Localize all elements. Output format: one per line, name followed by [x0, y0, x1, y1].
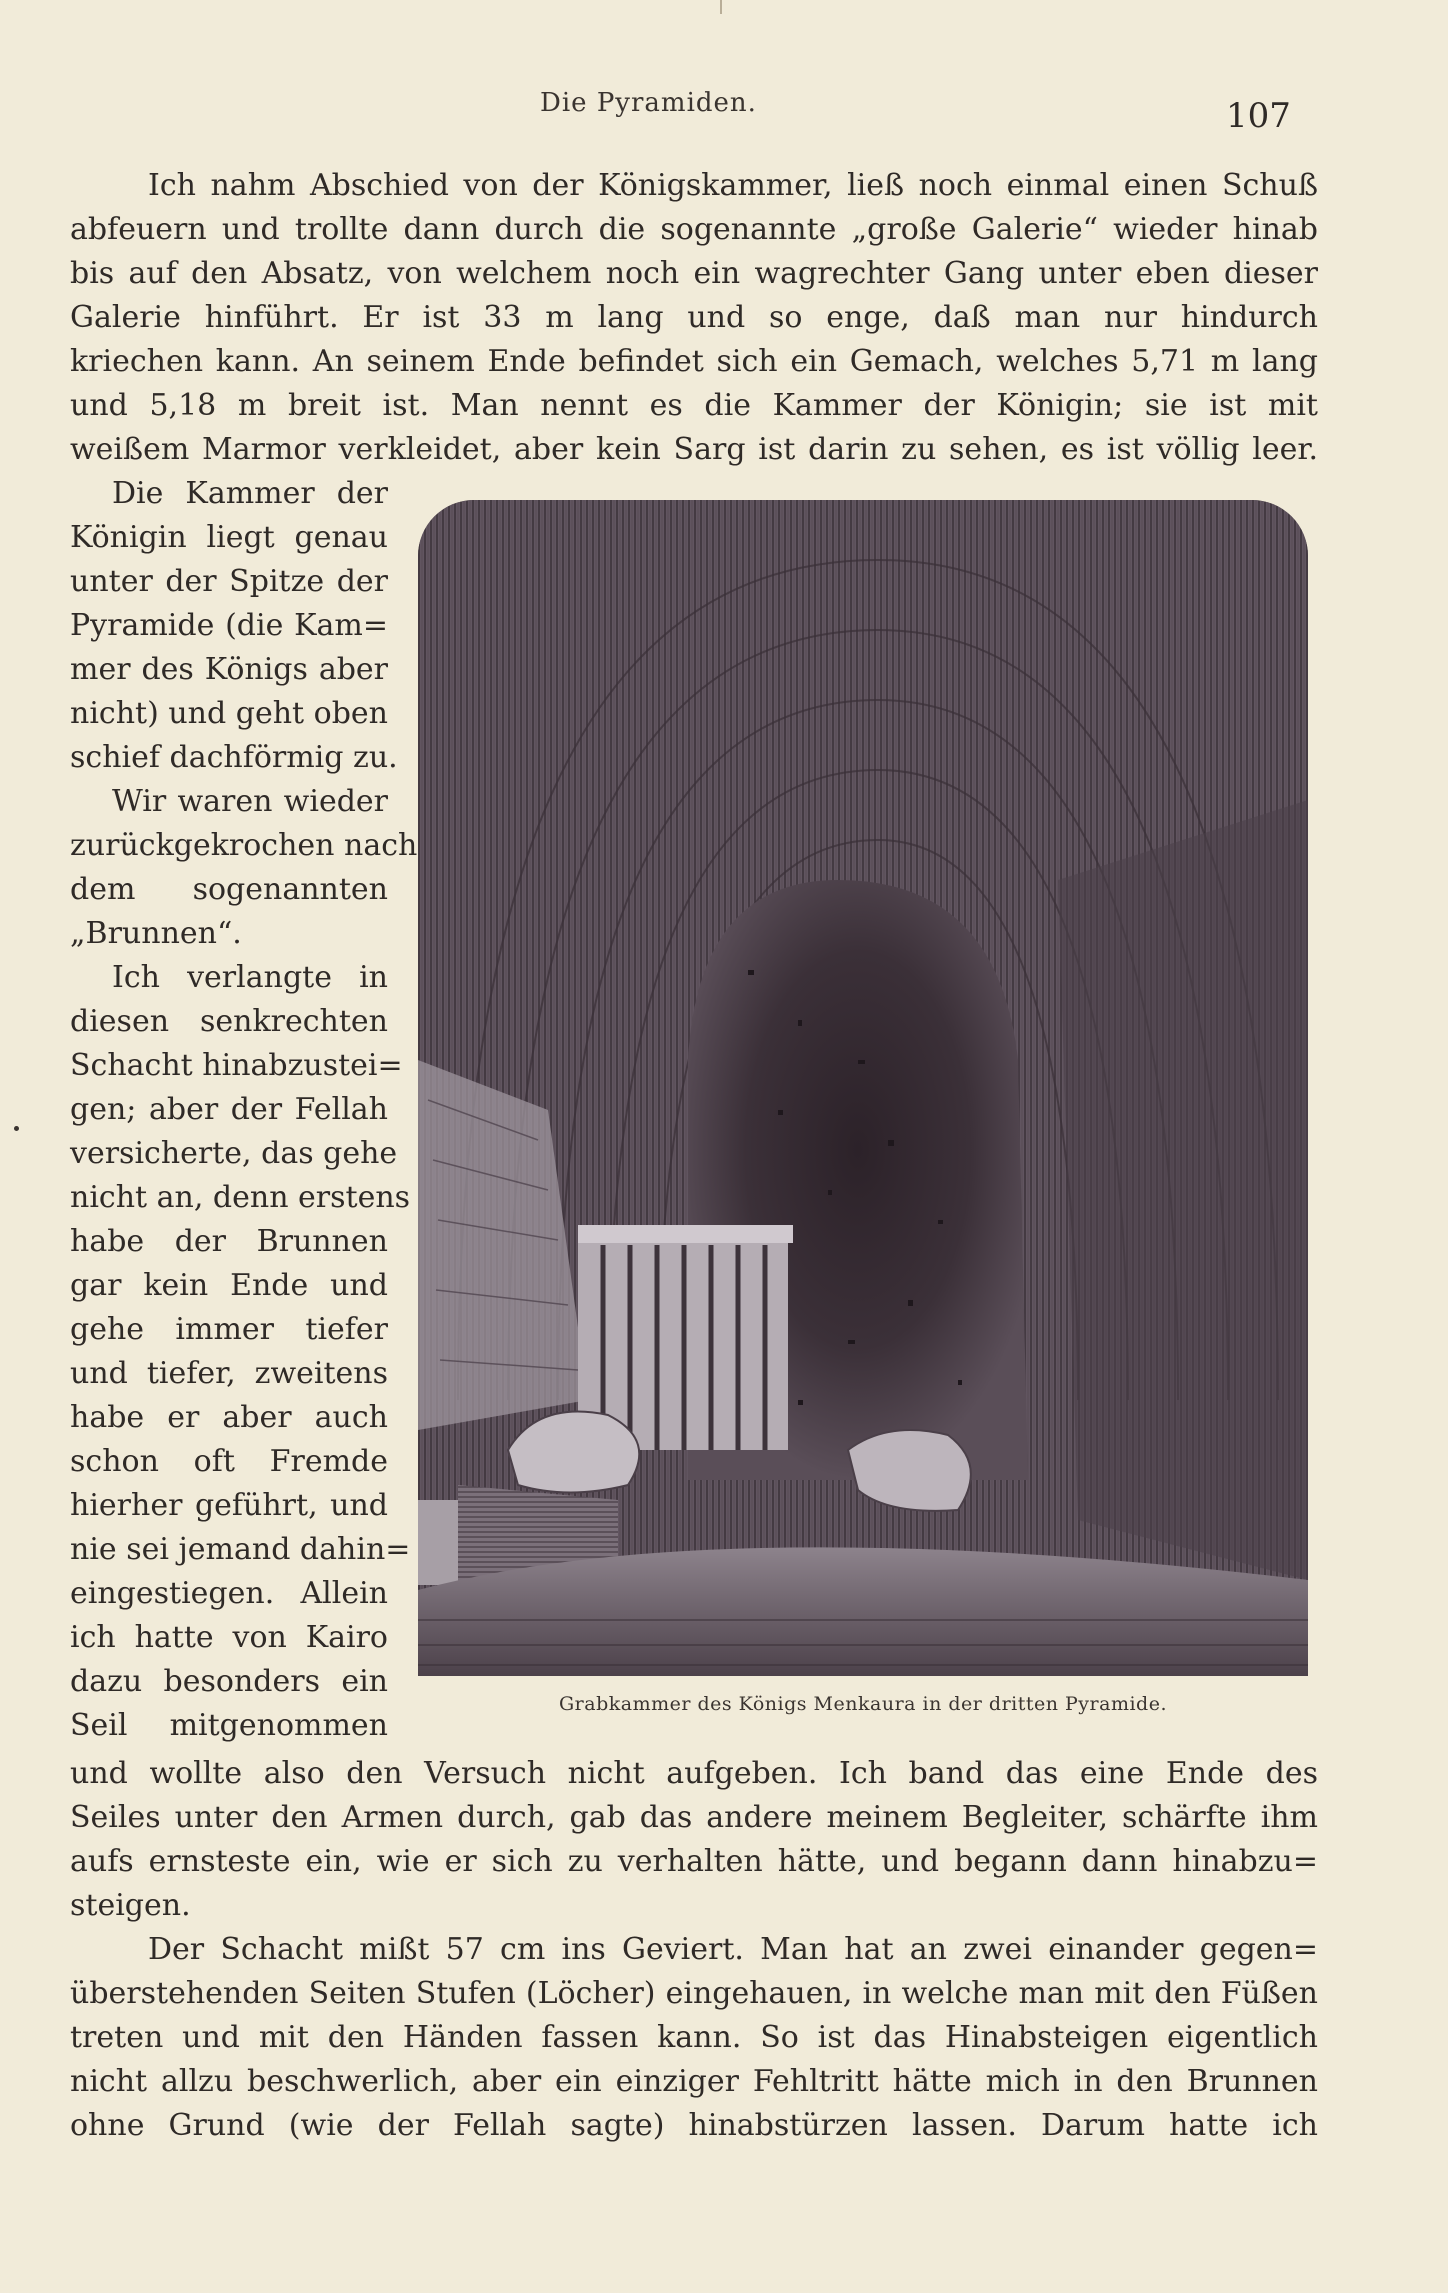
text-line: kriechen kann. An seinem Ende befindet sich ein Gemach, welches 5,71 m lang [70, 344, 1318, 379]
text-line: gen; aber der Fellah [70, 1092, 388, 1127]
text-line: dem sogenannten [70, 872, 388, 907]
text-line: Galerie hinführt. Er ist 33 m lang und so enge, daß man nur hindurch [70, 300, 1318, 335]
text-line: gehe immer tiefer [70, 1312, 388, 1347]
text-line: schief dachförmig zu. [70, 740, 398, 775]
text-line: Seil mitgenommen [70, 1708, 388, 1743]
text-line: „Brunnen“. [70, 916, 242, 951]
figure-caption: Grabkammer des Königs Menkaura in der dritten Pyramide. [558, 1693, 1167, 1715]
text-line: versicherte, das gehe [70, 1136, 398, 1171]
text-line: treten und mit den Händen fassen kann. So ist das Hinabsteigen eigentlich [70, 2020, 1318, 2055]
text-line: Seiles unter den Armen durch, gab das andere meinem Begleiter, schärfte ihm [70, 1800, 1318, 1835]
text-line: habe er aber auch [70, 1400, 388, 1435]
text-line: ich hatte von Kairo [70, 1620, 388, 1655]
tomb-chamber-engraving [418, 500, 1308, 1676]
text-line: Schacht hinabzustei= [70, 1048, 403, 1083]
running-title: Die Pyramiden. [540, 88, 757, 118]
text-line: habe der Brunnen [70, 1224, 388, 1259]
text-line: zurückgekrochen nach [70, 828, 418, 863]
text-line: Ich nahm Abschied von der Königskammer, ließ noch einmal einen Schuß [148, 168, 1318, 203]
text-line: überstehenden Seiten Stufen (Löcher) eingehauen, in welche man mit den Füßen [70, 1976, 1318, 2011]
scan-mark [720, 0, 722, 14]
text-line: Wir waren wieder [112, 784, 388, 819]
margin-mark [14, 1126, 19, 1131]
text-line: abfeuern und trollte dann durch die sogenannte „große Galerie“ wieder hinab [70, 212, 1318, 247]
text-line: Ich verlangte in [112, 960, 388, 995]
text-line: schon oft Fremde [70, 1444, 388, 1479]
text-line: weißem Marmor verkleidet, aber kein Sarg ist darin zu sehen, es ist völlig leer. [70, 432, 1318, 467]
text-line: Die Kammer der [112, 476, 388, 511]
text-line: diesen senkrechten [70, 1004, 388, 1039]
text-line: hierher geführt, und [70, 1488, 388, 1523]
text-line: aufs ernsteste ein, wie er sich zu verhalten hätte, und begann dann hinabzu= [70, 1844, 1318, 1879]
page-number: 107 [1226, 96, 1291, 136]
text-line: nicht an, denn erstens [70, 1180, 411, 1215]
text-line: dazu besonders ein [70, 1664, 388, 1699]
text-line: Der Schacht mißt 57 cm ins Geviert. Man hat an zwei einander gegen= [148, 1932, 1318, 1967]
text-line: bis auf den Absatz, von welchem noch ein wagrechter Gang unter eben dieser [70, 256, 1318, 291]
text-line: ohne Grund (wie der Fellah sagte) hinabstürzen lassen. Darum hatte ich [70, 2108, 1318, 2143]
text-line: und wollte also den Versuch nicht aufgeben. Ich band das eine Ende des [70, 1756, 1318, 1791]
text-line: unter der Spitze der [70, 564, 388, 599]
text-line: und tiefer, zweitens [70, 1356, 388, 1391]
text-line: gar kein Ende und [70, 1268, 388, 1303]
text-line: eingestiegen. Allein [70, 1576, 388, 1611]
text-line: nicht allzu beschwerlich, aber ein einziger Fehltritt hätte mich in den Brunnen [70, 2064, 1318, 2099]
text-line: und 5,18 m breit ist. Man nennt es die Kammer der Königin; sie ist mit [70, 388, 1318, 423]
text-line: steigen. [70, 1888, 191, 1923]
text-line: Pyramide (die Kam= [70, 608, 388, 643]
text-line: nie sei jemand dahin= [70, 1532, 411, 1567]
text-line: nicht) und geht oben [70, 696, 388, 731]
text-line: mer des Königs aber [70, 652, 388, 687]
text-line: Königin liegt genau [70, 520, 388, 555]
